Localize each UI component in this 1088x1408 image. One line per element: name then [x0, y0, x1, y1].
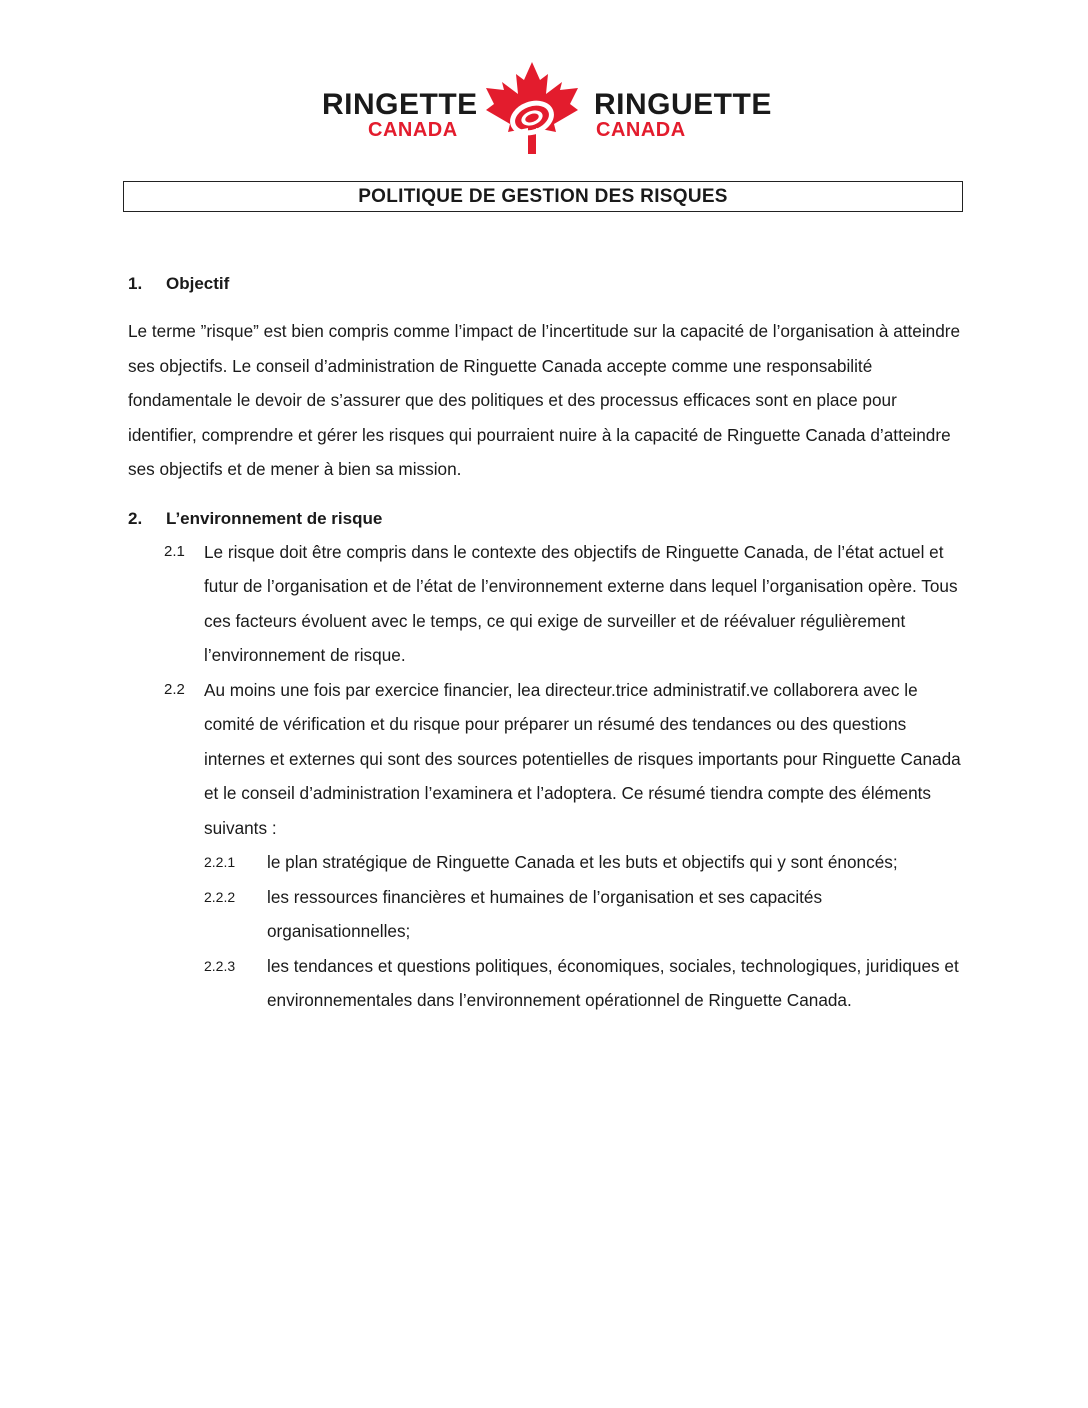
section-heading-environnement: [128, 503, 968, 535]
subitem-number: 2.2.2: [204, 888, 236, 905]
sub-list-item: [204, 880, 968, 949]
document-body: [128, 268, 968, 1018]
subitem-text: les tendances et questions politiques, économiques, sociales, technologiques, juridiques et environnementales dans l’environnement opérationnel de Ringuette Canada.: [267, 955, 959, 1010]
logo-english-country: CANADA: [368, 119, 458, 141]
sub-list-item: [204, 845, 968, 880]
item-number: 2.2: [164, 680, 185, 698]
logo-french-name: RINGUETTE: [594, 88, 772, 121]
logo-english-name: RINGETTE: [322, 88, 478, 121]
organization-logo: [320, 60, 770, 156]
policy-title: POLITIQUE DE GESTION DES RISQUES: [358, 186, 728, 207]
subitem-number: 2.2.3: [204, 957, 236, 974]
policy-title-box: [123, 181, 963, 212]
sub-list-item: [204, 949, 968, 1018]
item-text: Le risque doit être compris dans le contexte des objectifs de Ringuette Canada, de l’état actuel et futur de l’organisation et de l’état de l’environnement externe dans lequel l’organisation opère. Tous ces facteurs évoluent avec le temps, ce qui exige de surveiller et de réévaluer régulièrement l’environnement de risque.: [204, 541, 958, 665]
subitem-text: le plan stratégique de Ringuette Canada et les buts et objectifs qui y sont énoncés;: [267, 852, 898, 872]
logo-french-country: CANADA: [596, 119, 686, 141]
section-number: 2.: [128, 508, 143, 528]
section-heading-objectif: [128, 268, 968, 300]
item-number: 2.1: [164, 542, 185, 560]
subitem-text: les ressources financières et humaines de l’organisation et ses capacités organisationnelles;: [267, 886, 823, 941]
section-paragraph: Le terme ”risque” est bien compris comme l’impact de l’incertitude sur la capacité de l’organisation à atteindre ses objectifs. Le conseil d’administration de Ringuette Canada accepte comme une responsabilité fondamentale le devoir de s’assurer que des politiques et des processus efficaces sont en place pour identifier, comprendre et gérer les risques qui pourraient nuire à la capacité de Ringuette Canada d’atteindre ses objectifs et de mener à bien sa mission.: [128, 321, 961, 479]
section-number: 1.: [128, 274, 143, 293]
maple-leaf-ring-icon: [482, 60, 582, 156]
subitem-number: 2.2.1: [204, 854, 236, 870]
section-title: Objectif: [166, 274, 230, 293]
list-item: [164, 535, 968, 673]
section-title: L’environnement de risque: [166, 508, 383, 528]
list-item: [164, 673, 968, 846]
item-text: Au moins une fois par exercice financier, lea directeur.trice administratif.ve collaborera avec le comité de vérification et du risque pour préparer un résumé des tendances ou des questions internes et externes qui sont des sources potentielles de risques importants pour Ringuette Canada et le conseil d’administration l’examinera et l’adoptera. Ce résumé tiendra compte des éléments suivants :: [204, 679, 961, 838]
